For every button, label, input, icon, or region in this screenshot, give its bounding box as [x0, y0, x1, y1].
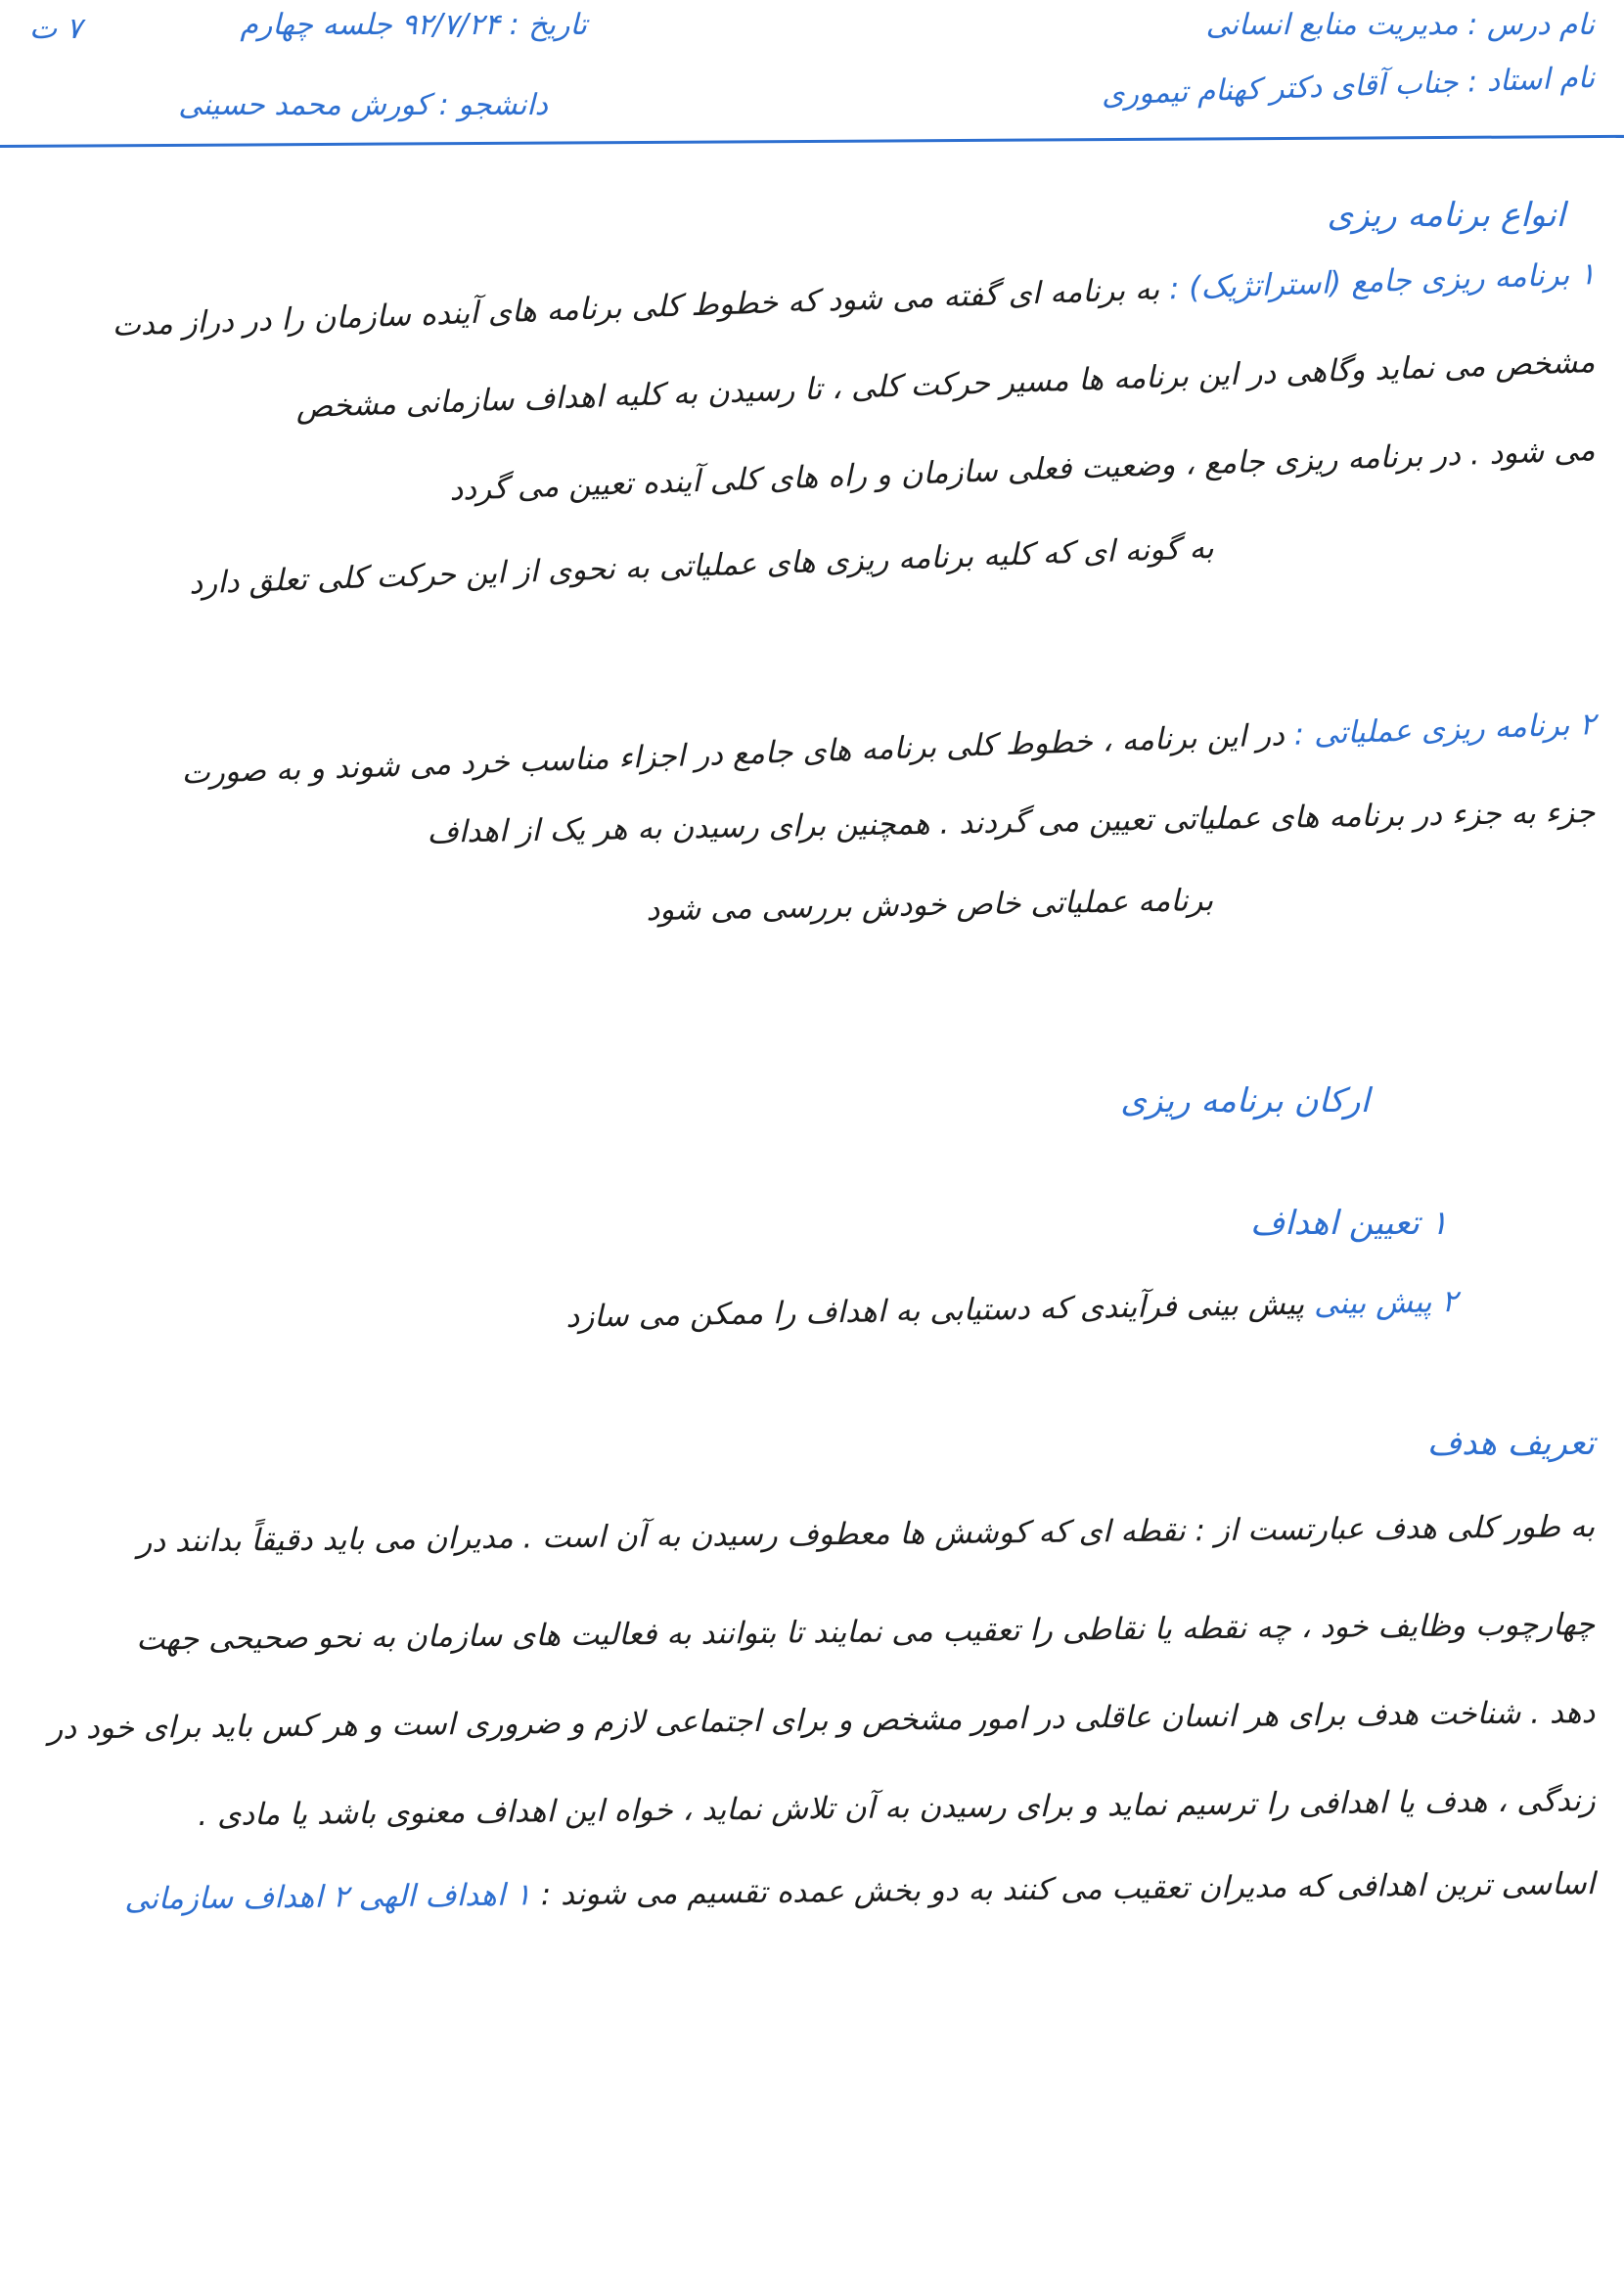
goal-line3: دهد . شناخت هدف برای هر انسان عاقلی در امور مشخص و برای اجتماعی لازم و ضروری است و هر کس باید برای خود در [48, 1694, 1596, 1747]
types-item1-line2: مشخص می نماید وگاهی در این برنامه ها مسیر حرکت کلی ، تا رسیدن به کلیه اهداف سازمانی مشخص [295, 343, 1597, 426]
pillars-item2 [565, 1282, 1458, 1337]
types-item1-title: ۱ برنامه ریزی جامع (استراتژیک) : [1168, 255, 1597, 307]
goal-line4: زندگی ، هدف یا اهدافی را ترسیم نماید و برای رسیدن به آن تلاش نماید ، خواه این اهداف معنوی باشد یا مادی . [197, 1782, 1596, 1833]
pillars-item2-text: پیش بینی فرآیندی که دستیابی به اهداف را ممکن می سازد [565, 1286, 1305, 1335]
goal-line1: به طور کلی هدف عبارتست از : نقطه ای که کوشش ها معطوف رسیدن به آن است . مدیران می باید دقیقاً بدانند در [137, 1508, 1596, 1560]
date-label: تاریخ : ۹۲/۷/۲۴ جلسه چهارم [240, 8, 587, 42]
pillars-item2-title: ۲ پیش بینی [1314, 1283, 1459, 1322]
header-divider [0, 135, 1624, 148]
goal-line5-text: اساسی ترین اهدافی که مدیران تعقیب می کنند به دو بخش عمده تقسیم می شوند : [540, 1865, 1596, 1913]
types-item2-line2: جزء به جزء در برنامه های عملیاتی تعیین می گردند . همچنین برای رسیدن به هر یک از اهداف [427, 794, 1596, 850]
session-number: ۷ ت [29, 12, 82, 46]
goal-heading: تعریف هدف [1426, 1424, 1595, 1463]
goal-line5 [124, 1864, 1595, 1919]
pillars-heading: ارکان برنامه ریزی [1120, 1081, 1370, 1120]
types-item2-line1 [181, 705, 1597, 793]
teacher-label: نام استاد : جناب آقای دکتر کهنام تیموری [1101, 61, 1597, 113]
goal-line2: چهارچوب وظایف خود ، چه نقطه یا نقاطی را تعقیب می نمایند تا بتوانند به فعالیت های سازمان به نحو صحیحی جهت [136, 1606, 1596, 1658]
types-heading: انواع برنامه ریزی [1327, 196, 1565, 235]
types-item1-text-0: به برنامه ای گفته می شود که خطوط کلی برنامه های آینده سازمان را در دراز مدت [111, 271, 1160, 343]
types-item2-text-0: در این برنامه ، خطوط کلی برنامه های جامع در اجزاء مناسب خرد می شوند و به صورت [180, 717, 1286, 792]
types-item1-line4: به گونه ای که کلیه برنامه ریزی های عملیاتی به نحوی از این حرکت کلی تعلق دارد [188, 529, 1215, 602]
course-label: نام درس : مدیریت منابع انسانی [1205, 8, 1595, 42]
goal-types: ۱ اهداف الهی ۲ اهداف سازمانی [124, 1877, 532, 1917]
types-item2-title: ۲ برنامه ریزی عملیاتی : [1292, 706, 1597, 753]
types-item1-line1 [112, 254, 1597, 345]
student-label: دانشجو : کورش محمد حسینی [178, 88, 548, 122]
types-item2-line3: برنامه عملیاتی خاص خودش بررسی می شود [646, 882, 1214, 929]
types-item1-line3: می شود . در برنامه ریزی جامع ، وضعیت فعلی سازمان و راه های کلی آینده تعیین می گردد [449, 432, 1597, 508]
pillars-item1: ۱ تعیین اهداف [1249, 1204, 1448, 1243]
